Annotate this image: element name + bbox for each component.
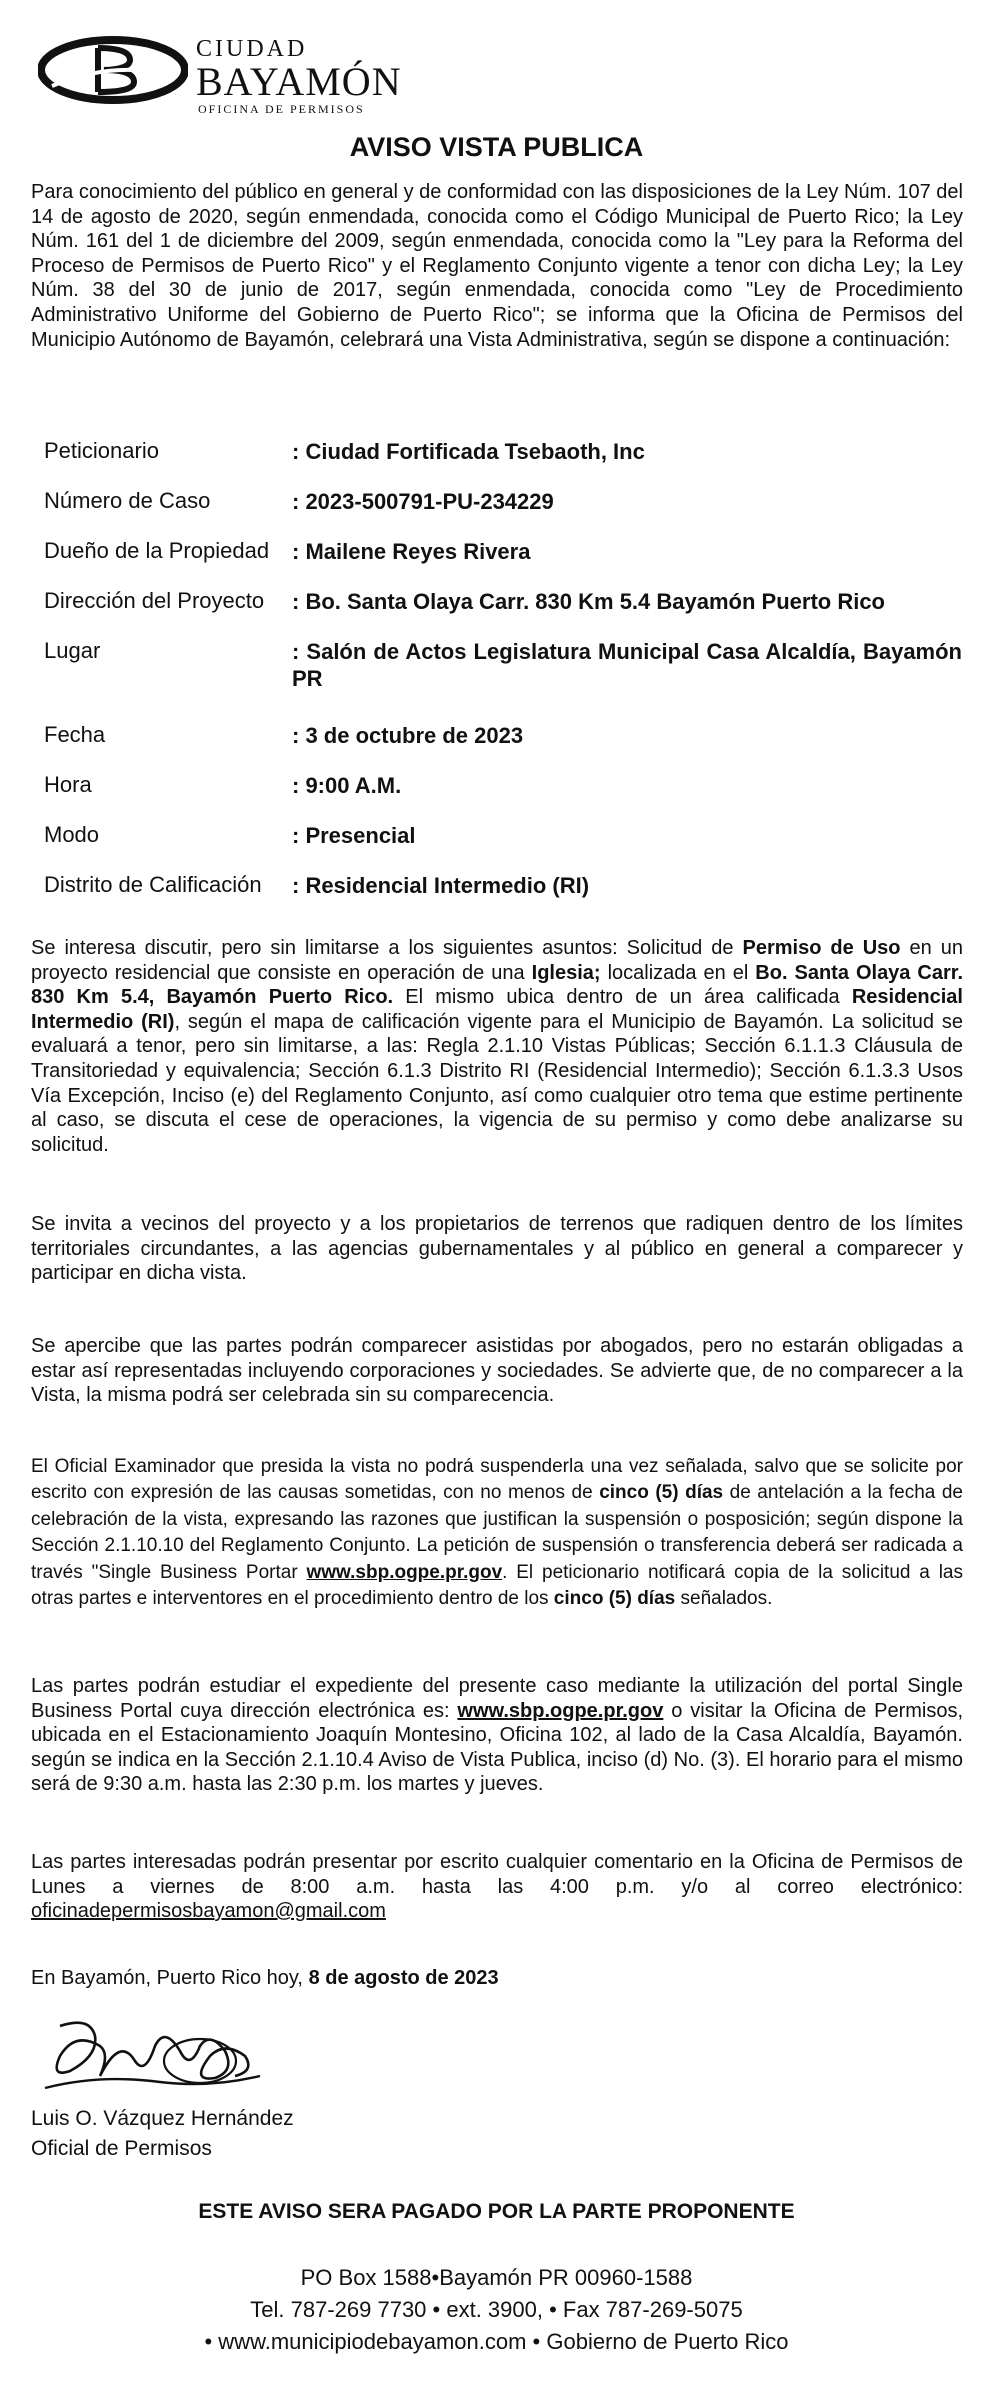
footer-phone: Tel. 787-269 7730 • ext. 3900, • Fax 787-269-5075 [250,2297,743,2322]
field-value: : 2023-500791-PU-234229 [292,489,554,514]
comments-paragraph [31,1850,963,1924]
bayamon-emblem-icon [38,30,188,120]
intro-paragraph: Para conocimiento del público en general y de conformidad con las disposiciones de la Ley Núm. 107 del 14 de agosto de 2020, según enmendada, conocida como el Código Municipal de Puerto Rico; la Ley Núm. 161 del 1 de diciembre del 2009, según enmendada, conocida como la "Ley para la Reforma del Proceso de Permisos de Puerto Rico" y el Reglamento Conjunto vigente a tenor con dicha Ley; la Ley Núm. 38 del 30 de junio de 2017, según enmendada, conocida como "Ley de Procedimiento Administrativo Uniforme del Gobierno de Puerto Rico"; se informa que la Oficina de Permisos del Municipio Autónomo de Bayamón, celebrará una Vista Administrativa, según se dispone a continuación: [31,181,963,351]
examiner-text: El Oficial Examinador que presida la vista no podrá suspenderla una vez señalada, salvo que se solicite por escrito con expresión de las causas sometidas, con no menos de [31,1456,963,1504]
signer-name: Luis O. Vázquez Hernández [31,2107,294,2130]
field-value: : Ciudad Fortificada Tsebaoth, Inc [292,439,645,464]
field-label: Hora [44,772,92,797]
field-value: : Presencial [292,823,416,848]
examiner-bold: cinco (5) días [553,1588,676,1610]
examiner-bold: cinco (5) días [599,1482,724,1504]
field-value: : 3 de octubre de 2023 [292,723,524,748]
study-text: Las partes podrán estudiar el expediente del presente caso mediante la utilización del portal Single Business Portal cuya dirección electrónica es: [31,1675,963,1722]
topics-bold: Bo. Santa Olaya Carr. 830 Km 5.4, Bayamón Puerto Rico. [31,961,964,1009]
topics-paragraph [31,936,963,1157]
dateline [31,1966,963,1991]
payment-notice: ESTE AVISO SERA PAGADO POR LA PARTE PROPONENTE [198,2200,795,2223]
sbp-link[interactable]: www.sbp.ogpe.pr.gov [457,1699,664,1722]
field-label: Modo [44,822,100,847]
study-paragraph [31,1674,963,1797]
examiner-text: señalados. [675,1588,773,1610]
invite-paragraph: Se invita a vecinos del proyecto y a los propietarios de terrenos que radiquen dentro de los límites territoriales circundantes, a las agencias gubernamentales y al público en general a comparecer y participar en dicha vista. [31,1213,963,1285]
logo-line-ciudad: CIUDAD [196,36,308,62]
field-label: Lugar [44,638,101,663]
footer-contact [0,2262,993,2358]
topics-text: El mismo ubica dentro de un área calificada [393,986,852,1009]
topics-text: Se interesa discutir, pero sin limitarse a los siguientes asuntos: Solicitud de [31,937,743,959]
signature-icon [40,2016,270,2110]
topics-text: , según el mapa de calificación vigente para el Municipio de Bayamón. La solicitud se evaluará a tenor, pero sin limitarse, a las: Regla 2.1.10 Vistas Públicas; Sección 6.1.1.3 Cláusula de Transitoriedad y equivalencia; Sección 6.1.3 Distrito RI (Residencial Intermedio); Sección 6.1.3.3 Usos Vía Excepción, Inciso (e) del Reglamento Conjunto, así como cualquier otro tema que estime pertinente al caso, se discuta el cese de operaciones, la vigencia de su permiso y como debe analizarse su solicitud. [31,1010,963,1156]
field-value: : Mailene Reyes Rivera [292,539,531,564]
lawyers-paragraph: Se apercibe que las partes podrán comparecer asistidas por abogados, pero no estarán obligadas a estar así representadas incluyendo corporaciones y sociedades. Se advierte que, de no comparecer a la Vista, la misma podrá ser celebrada sin su comparecencia. [31,1335,963,1407]
examiner-text: de antelación a la fecha de celebración de la vista, expresando las razones que justifican la suspensión o posposición; según dispone la Sección 2.1.10.10 del Reglamento Conjunto. La petición de suspensión o transferencia deberá ser radicada a través "Single Business Portar [31,1482,963,1583]
dateline-date: 8 de agosto de 2023 [308,1967,499,1989]
examiner-paragraph [31,1454,963,1612]
topics-bold: Residencial Intermedio (RI) [31,986,963,1033]
logo-line-bayamon: BAYAMÓN [196,59,402,104]
field-value: : Salón de Actos Legislatura Municipal Casa Alcaldía, Bayamón PR [292,639,962,691]
examiner-text: . El peticionario notificará copia de la solicitud a las otras partes e interventores en el procedimiento dentro de los [31,1561,963,1610]
field-label: Distrito de Calificación [44,872,262,897]
field-value: : Bo. Santa Olaya Carr. 830 Km 5.4 Bayamón Puerto Rico [292,589,885,614]
footer-address: PO Box 1588•Bayamón PR 00960-1588 [300,2265,693,2290]
footer-web: • www.municipiodebayamon.com • Gobierno de Puerto Rico [204,2329,789,2354]
topics-text: en un proyecto residencial que consiste en operación de una [31,937,963,984]
field-value: : Residencial Intermedio (RI) [292,873,590,898]
dateline-text: En Bayamón, Puerto Rico hoy, [31,1967,309,1989]
study-text: o visitar la Oficina de Permisos, ubicada en el Estacionamiento Joaquín Montesino, Oficina 102, al lado de la Casa Alcaldía, Bayamón. según se indica en la Sección 2.1.10.4 Aviso de Vista Publica, inciso (d) No. (3). El horario para el mismo será de 9:30 a.m. hasta las 2:30 p.m. los martes y jueves. [31,1699,964,1796]
signer-block [31,2104,294,2164]
topics-text: localizada en el [600,961,756,984]
signer-role: Oficial de Permisos [31,2137,212,2160]
topics-bold: Permiso de Uso [742,937,901,959]
field-label: Fecha [44,722,106,747]
logo-line-oficina: OFICINA DE PERMISOS [198,102,365,116]
field-label: Número de Caso [44,488,211,513]
page-title: AVISO VISTA PUBLICA [349,132,644,162]
field-label: Dirección del Proyecto [44,588,265,613]
field-label: Dueño de la Propiedad [44,538,270,563]
city-logo [38,30,418,120]
comments-text: Las partes interesadas podrán presentar por escrito cualquier comentario en la Oficina de Permisos de Lunes a viernes de 8:00 a.m. hasta las 4:00 p.m. y/o al correo electrónico: [31,1851,963,1898]
email-link[interactable]: oficinadepermisosbayamon@gmail.com [31,1900,386,1923]
field-label: Peticionario [44,438,159,463]
sbp-link[interactable]: www.sbp.ogpe.pr.gov [306,1561,503,1583]
topics-bold: Iglesia; [531,961,601,984]
field-value: : 9:00 A.M. [292,773,402,798]
